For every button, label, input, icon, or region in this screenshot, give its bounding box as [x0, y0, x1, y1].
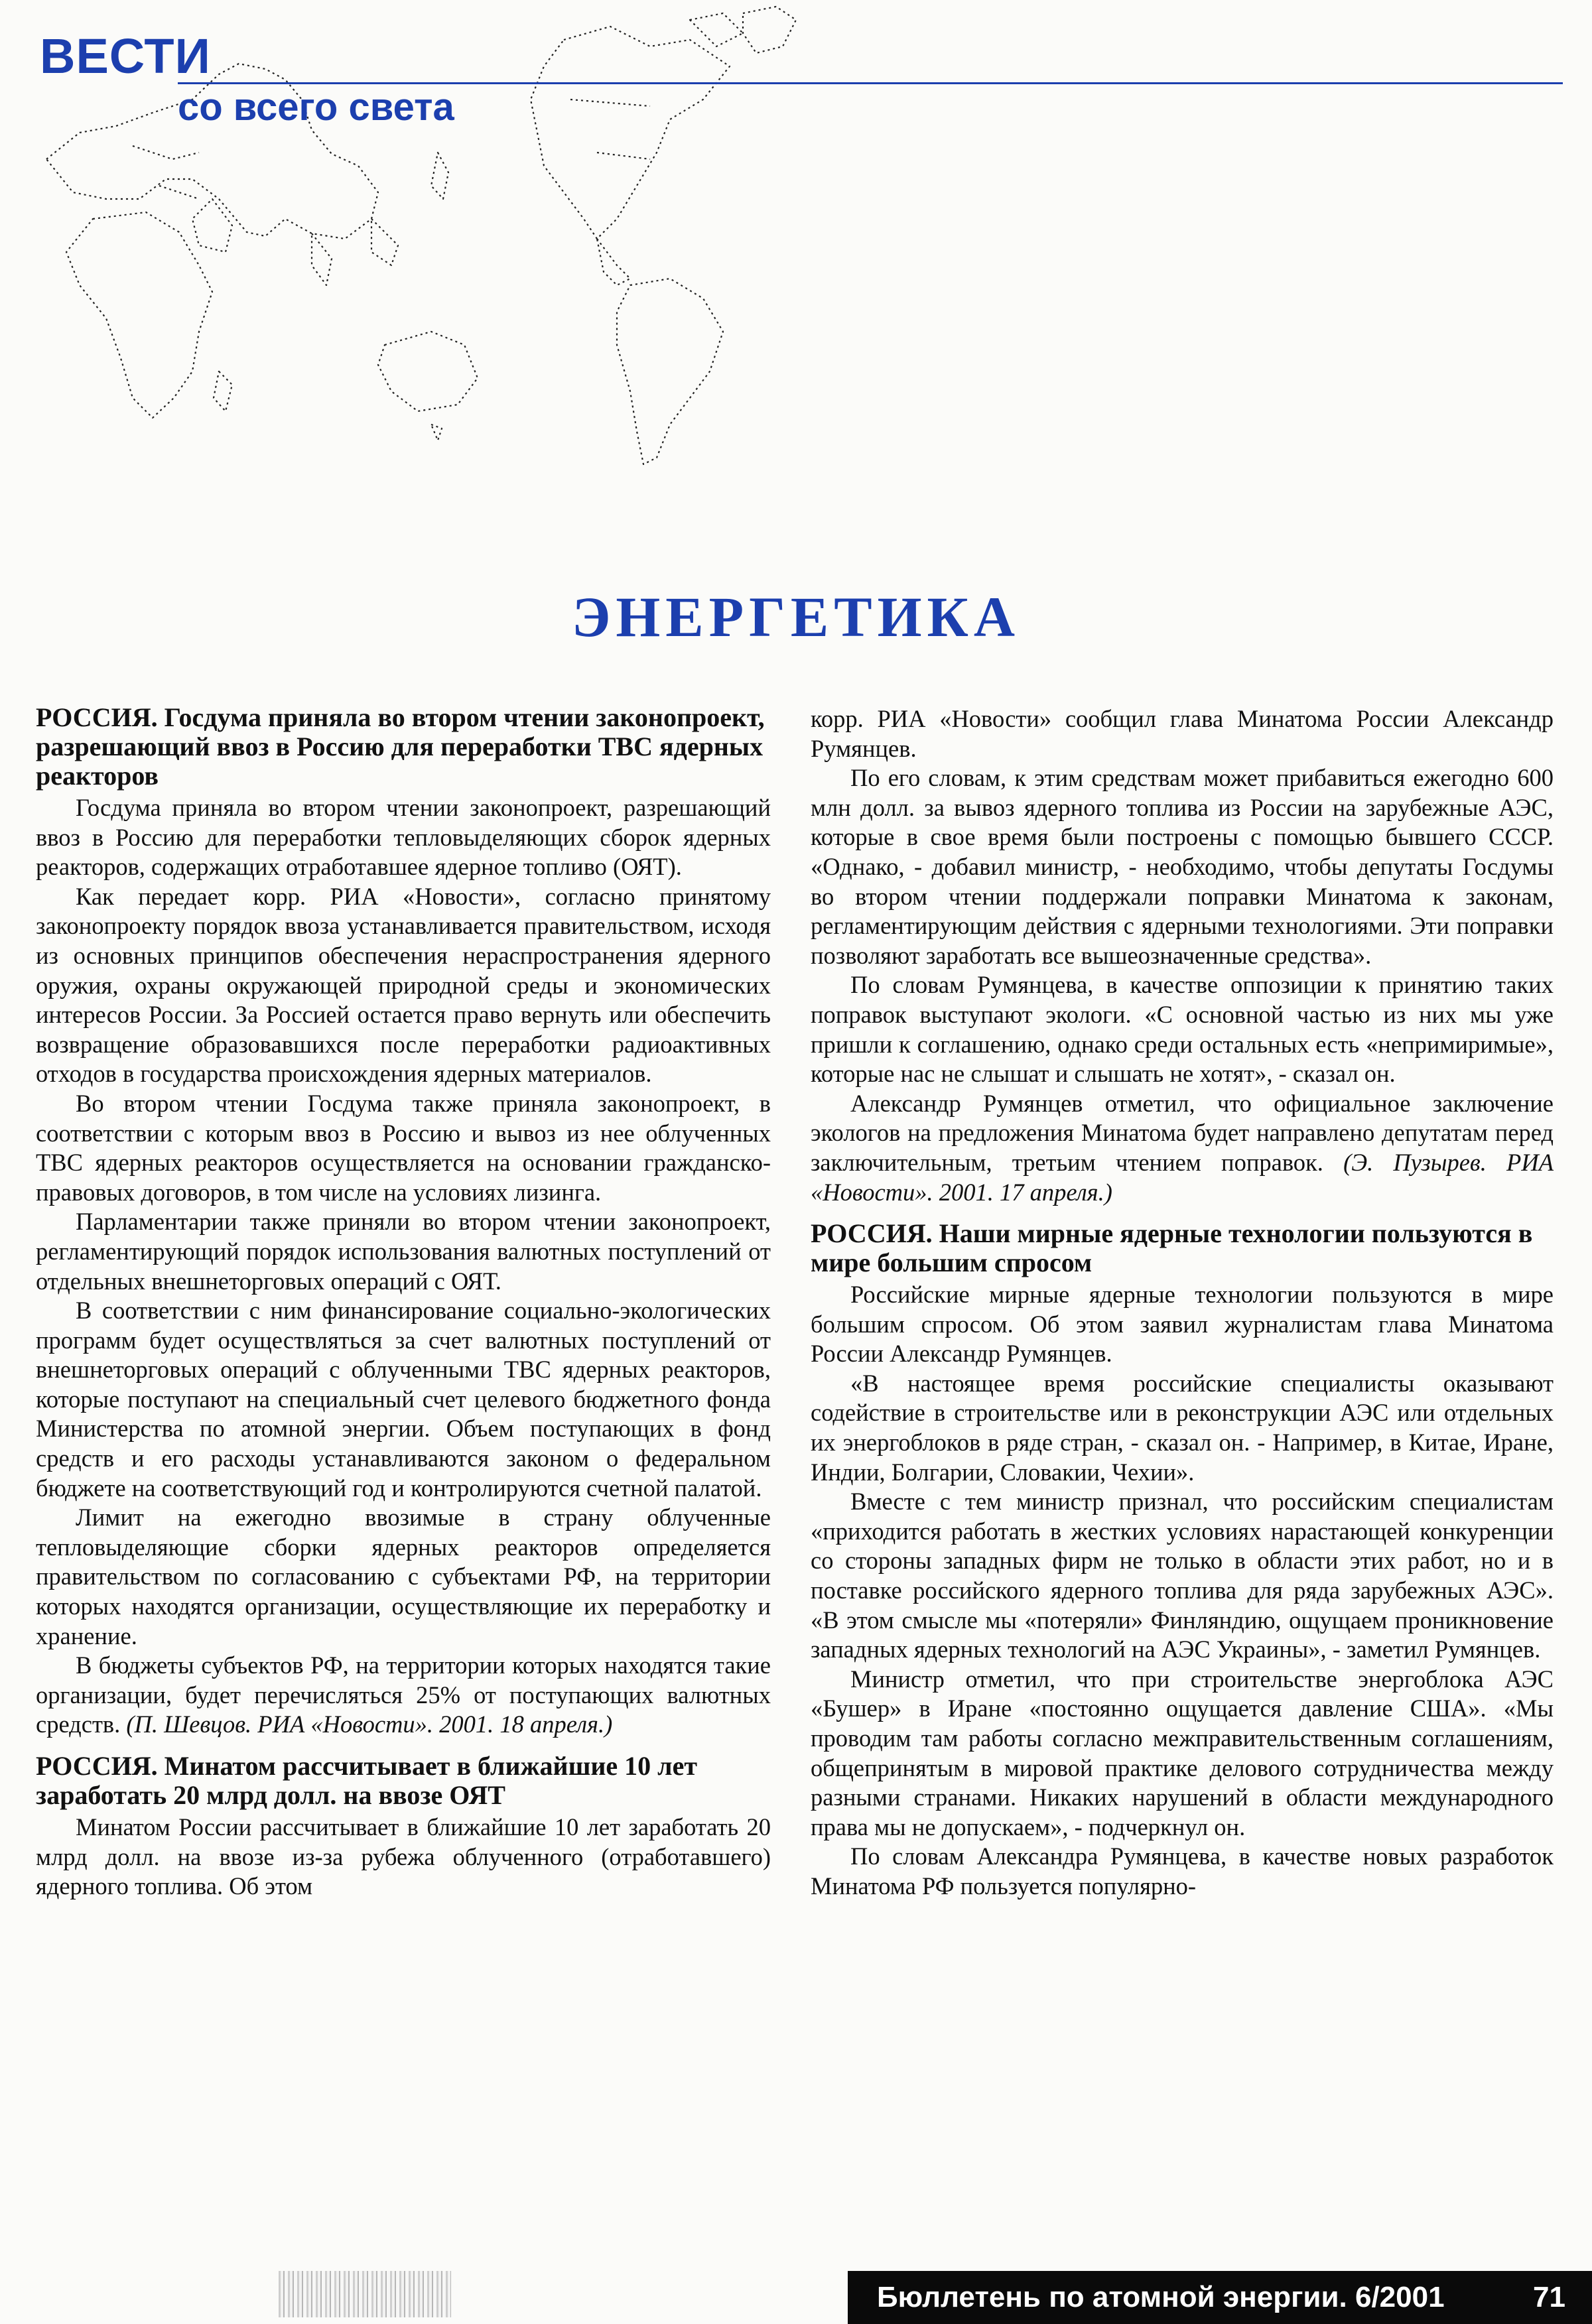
- world-map-icon: [0, 0, 1592, 504]
- masthead-title: ВЕСТИ: [40, 29, 211, 84]
- article-1-text: В бюджеты субъектов РФ, на территории которых находятся такие организации, будет перечисляться 25% от поступающих валютных средств.: [36, 1651, 771, 1738]
- article-3-paragraph: Вместе с тем министр признал, что российским специалистам «приходится работать в жестких условиях нарастающей конкуренции со стороны западных фирм не только в области этих работ, но и в поставке российского ядерного топлива для ряда зарубежных АЭС». «В этом смысле мы «потеряли» Финляндию, ощущаем проникновение западных ядерных технологий на АЭС Украины», - заметил Румянцев.: [811, 1488, 1554, 1663]
- masthead: [0, 0, 1592, 504]
- footer-band: [848, 2271, 1592, 2324]
- masthead-subtitle: со всего света: [178, 86, 454, 129]
- article-2-paragraph: По его словам, к этим средствам может прибавиться ежегодно 600 млн долл. за вывоз ядерного топлива из России на зарубежные АЭС, которые в свое время были построены с помощью бывшего СССР. «Однако, - добавил министр, - необходимо, чтобы депутаты Госдумы во втором чтении поддержали поправки Минатома к законам, регламентирующим действия с ядерными технологиями. Эти поправки позволяют заработать все вышеозначенные средства».: [811, 764, 1554, 969]
- article-2-text: Александр Румянцев отметил, что официальное заключение экологов на предложения Минатома будет направлено депутатам перед заключительным, третьим чтением поправок.: [811, 1089, 1554, 1176]
- article-1-paragraph: Парламентарии также приняли во втором чтении законопроект, регламентирующий порядок использования валютных поступлений от отдельных внешнеторговых операций с ОЯТ.: [36, 1208, 771, 1295]
- article-1-headline: РОССИЯ. Госдума приняла во втором чтении законопроект, разрешающий ввоз в Россию для переработки ТВС ядерных реакторов: [36, 702, 765, 791]
- article-3: [811, 1219, 1554, 1901]
- article-2-paragraph: Минатом России рассчитывает в ближайшие 10 лет заработать 20 млрд долл. на ввозе из-за рубежа облученного (отработавшего) ядерного топлива. Об этом: [36, 1813, 771, 1900]
- article-1-paragraph: В соответствии с ним финансирование социально-экологических программ будет осуществляться за счет валютных поступлений от внешнеторговых операций с облученными ТВС ядерных реакторов, которые поступают на специальный счет целевого бюджетного фонда Министерства по атомной энергии. Объем поступающих в фонд средств и его расходы устанавливаются законом о федеральном бюджете на соответствующий год и контролируются счетной палатой.: [36, 1297, 771, 1502]
- article-3-headline: РОССИЯ. Наши мирные ядерные технологии пользуются в мире большим спросом: [811, 1218, 1533, 1278]
- section-title: ЭНЕРГЕТИКА: [572, 585, 1020, 649]
- scan-artifact: [279, 2271, 451, 2317]
- article-1-paragraph: [36, 1651, 771, 1740]
- article-2-citation: (Э. Пузырев. РИА «Новости». 2001. 17 апреля.): [811, 1148, 1554, 1206]
- article-1-paragraph: Госдума приняла во втором чтении законопроект, разрешающий ввоз в Россию для переработки тепловыделяющих сборок ядерных реакторов, содержащих отработавшее ядерное топливо (ОЯТ).: [36, 794, 771, 881]
- article-2-headline: РОССИЯ. Минатом рассчитывает в ближайшие 10 лет заработать 20 млрд долл. на ввозе ОЯТ: [36, 1751, 697, 1810]
- article-3-paragraph: Российские мирные ядерные технологии пользуются в мире большим спросом. Об этом заявил журналистам глава Минатома России Александр Румянцев.: [811, 1281, 1554, 1368]
- article-2-paragraph: По словам Румянцева, в качестве оппозиции к принятию таких поправок выступают экологи. «С основной частью из них мы уже пришли к соглашению, однако среди остальных есть «непримиримые», которые нас не слышат и слышать не хотят», - сказал он.: [811, 971, 1554, 1088]
- left-column: [36, 703, 771, 1902]
- article-2-paragraph: корр. РИА «Новости» сообщил глава Минатома России Александр Румянцев.: [811, 705, 1554, 762]
- masthead-rule: [178, 82, 1563, 84]
- article-1-paragraph: Во втором чтении Госдума также приняла законопроект, в соответствии с которым ввоз в Россию и вывоз из нее облученных ТВС ядерных реакторов осуществляется на основании гражданско-правовых договоров, в том числе на условиях лизинга.: [36, 1089, 771, 1206]
- right-column: [811, 704, 1554, 1902]
- footer-journal: Бюллетень по атомной энергии. 6/2001: [877, 2281, 1445, 2313]
- article-1: [36, 703, 771, 1740]
- page-number: 71: [1533, 2281, 1565, 2313]
- article-1-citation: (П. Шевцов. РИА «Новости». 2001. 18 апреля.): [126, 1711, 613, 1738]
- article-3-paragraph: Министр отметил, что при строительстве энергоблока АЭС «Бушер» в Иране «постоянно ощущается давление США». «Мы проводим там работы согласно межправительственным соглашениям, общепринятым в мировой практике делового сотрудничества между разными странами. Никаких нарушений в области международного права мы не допускаем», - подчеркнул он.: [811, 1665, 1554, 1840]
- article-1-paragraph: Как передает корр. РИА «Новости», согласно принятому законопроекту порядок ввоза устанавливается правительством, исходя из основных принципов обеспечения нераспространения ядерного оружия, охраны окружающей природной среды и экономических интересов России. За Россией остается право вернуть или обеспечить возвращение образовавшихся после переработки радиоактивных отходов в государства происхождения ядерных материалов.: [36, 882, 771, 1088]
- article-2-paragraph: [811, 1089, 1554, 1207]
- article-3-paragraph: «В настоящее время российские специалисты оказывают содействие в строительстве или в реконструкции АЭС или отдельных их энергоблоков в ряде стран, - сказал он. - Например, в Китае, Иране, Индии, Болгарии, Словакии, Чехии».: [811, 1369, 1554, 1486]
- article-3-paragraph: По словам Александра Румянцева, в качестве новых разработок Минатома РФ пользуется популярно-: [811, 1842, 1554, 1900]
- article-1-paragraph: Лимит на ежегодно ввозимые в страну облученные тепловыделяющие сборки ядерных реакторов определяется правительством по согласованию с субъектами РФ, на территории которых находятся организации, осуществляющие их переработку и хранение.: [36, 1504, 771, 1649]
- article-2: [36, 1752, 771, 1902]
